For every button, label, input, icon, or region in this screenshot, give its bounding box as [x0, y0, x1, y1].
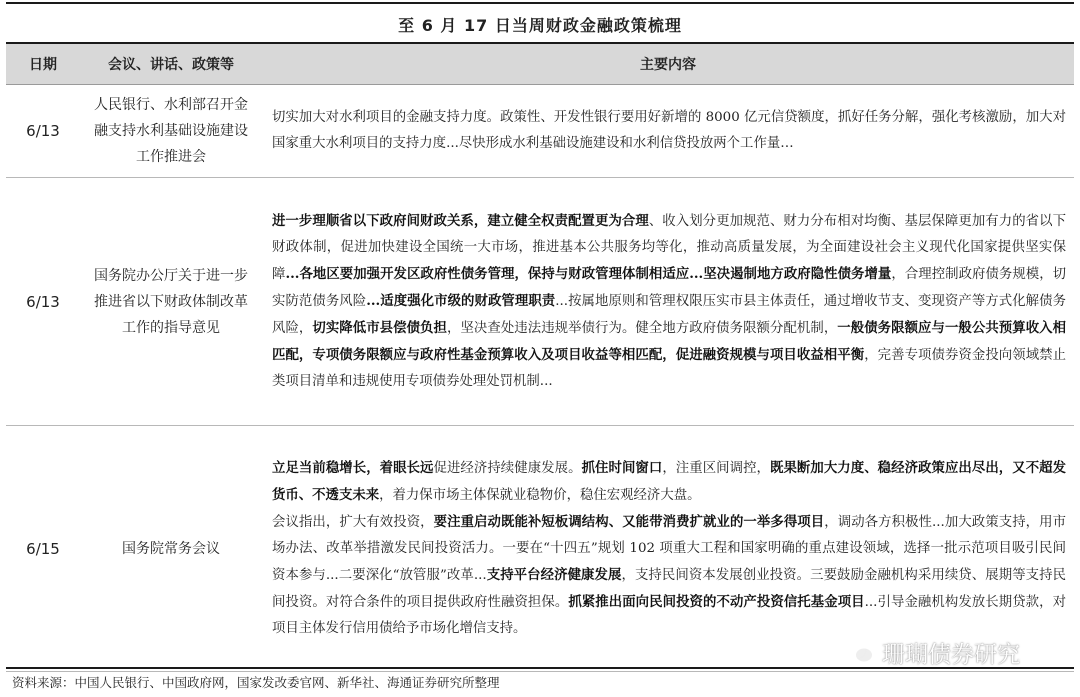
watermark-text: 珊瑚债券研究 [882, 641, 1020, 668]
row-date: 6/13 [6, 85, 80, 178]
content-bold-segment: 一般债务限额应与一般公共预算收入相匹配，专项债务限额应与政府性基金预算收入及项目收益等相匹配，促进融资规模与项目收益相平衡 [272, 320, 1067, 363]
content-bold-segment: 切实降低市县偿债负担 [312, 320, 447, 336]
content-segment: ，坚决查处违法违规举债行为。健全地方政府债务限额分配机制， [446, 321, 838, 336]
row-content [262, 85, 1074, 178]
row-event: 国务院办公厅关于进一步推进省以下财政体制改革工作的指导意见 [80, 178, 262, 426]
content-segment: 、收入划分更加规范、财力分布相对均衡、基层保障更加有力的省以下财政体制，促进加快建设全国统一大市场，推进基本公共服务均等化，推动高质量发展，为全面建设社会主义现代化国家提供坚实保障 [272, 214, 1066, 282]
content-bold-segment: 进一步理顺省以下政府间财政关系，建立健全权责配置更为合理 [272, 213, 649, 229]
wechat-icon [842, 638, 876, 666]
content-segment: 促进经济持续健康发展。 [433, 461, 582, 476]
header-date: 日期 [6, 43, 80, 85]
content-bold-segment: 支持平台经济健康发展 [486, 567, 622, 583]
content-segment: ，注重区间调控， [662, 461, 770, 476]
policy-table [6, 42, 1074, 672]
row-event: 人民银行、水利部召开金融支持水利基础设施建设工作推进会 [80, 85, 262, 178]
content-bold-segment: 既果断加大力度、稳经济政策应出尽出，又不超发货币、不透支未来 [272, 460, 1067, 503]
content-segment: 切实加大对水利项目的金融支持力度。政策性、开发性银行要用好新增的 8000 亿元信贷额度，抓好任务分解，强化考核激励，加大对国家重大水利项目的支持力度...尽快形成水利基础设施建设和水利信贷投放两个工作量… [272, 110, 1066, 151]
content-segment: ...按属地原则和管理权限压实市县主体责任，通过增收节支、变现资产等方式化解债务风险， [272, 294, 1066, 336]
content-segment: 会议指出，扩大有效投资， [272, 515, 434, 530]
content-segment: ，合理控制政府债务规模，切实防范债务风险 [272, 267, 1067, 309]
source-note: 资料来源：中国人民银行、中国政府网，国家发改委官网、新华社、海通证券研究所整理 [12, 675, 500, 690]
row-event: 国务院常务会议 [80, 426, 262, 672]
row-date: 6/15 [6, 426, 80, 672]
content-segment: ，着力保市场主体保就业稳物价，稳住宏观经济大盘。 [379, 488, 701, 503]
content-bold-segment: 抓紧推出面向民间投资的不动产投资信托基金项目 [568, 594, 865, 610]
content-bold-segment: 抓住时间窗口 [581, 460, 663, 476]
header-content: 主要内容 [262, 43, 1074, 85]
table-row [6, 85, 1074, 178]
content-bold-segment: ...各地区要加强开发区政府性债务管理，保持与财政管理体制相适应...坚决遏制地方政府隐性债务增量 [285, 266, 892, 282]
watermark [842, 636, 1020, 668]
content-segment: ，调动各方积极性...加大政策支持，用市场办法、改革举措激发民间投资活力。一要在“十四五”规划 102 项重大工程和国家明确的重点建设领域，选择一批示范项目吸引民间资本参与...二要深化“放管服”改革... [272, 515, 1066, 583]
row-date: 6/13 [6, 178, 80, 426]
content-segment: ，支持民间资本发展创业投资。三要鼓励金融机构采用续贷、展期等支持民间投资。对符合条件的项目提供政府性融资担保。 [272, 568, 1067, 610]
header-row [6, 43, 1074, 85]
content-bold-segment: 要注重启动既能补短板调结构、又能带消费扩就业的一举多得项目 [433, 514, 825, 530]
content-segment: ，完善专项债券资金投向领域禁止类项目清单和违规使用专项债券处理处罚机制... [272, 348, 1067, 389]
content-segment: ...引导金融机构发放长期贷款，对项目主体发行信用债给予市场化增信支持。 [272, 595, 1066, 636]
content-bold-segment: ...适度强化市级的财政管理职责 [366, 293, 556, 309]
row-content [262, 178, 1074, 426]
table-row [6, 178, 1074, 426]
header-event: 会议、讲话、政策等 [80, 43, 262, 85]
table-title: 至 6 月 17 日当周财政金融政策梳理 [6, 2, 1074, 44]
content-bold-segment: 立足当前稳增长，着眼长远 [272, 460, 434, 476]
